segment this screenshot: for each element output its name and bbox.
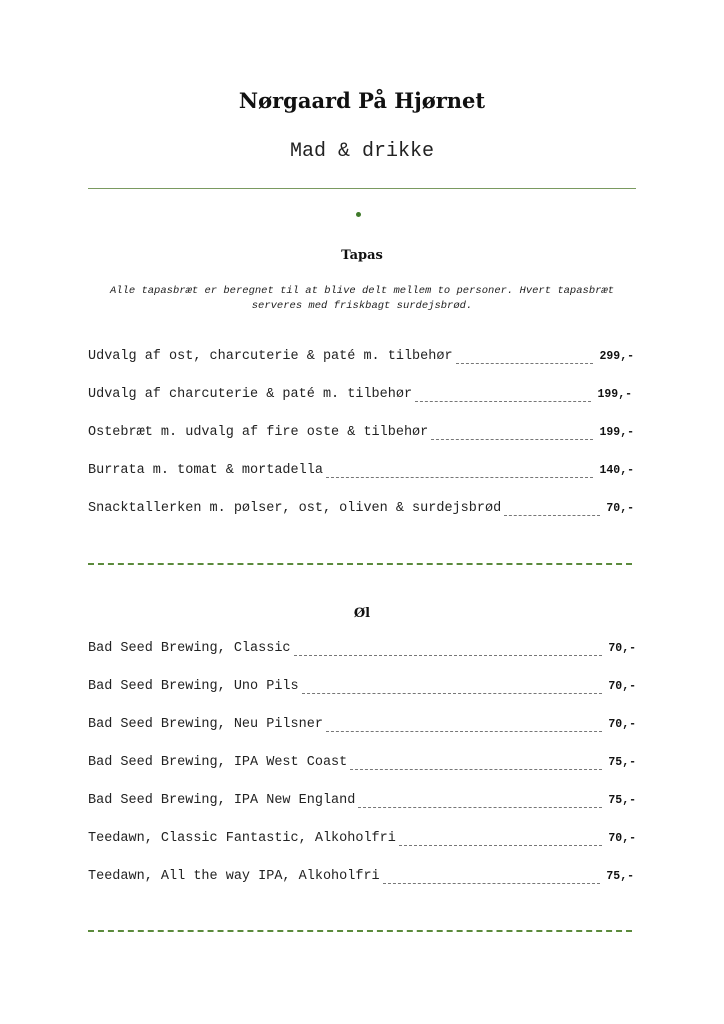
- menu-item-name: Teedawn, All the way IPA, Alkoholfri: [88, 869, 380, 884]
- menu-item-price: 70,-: [608, 680, 636, 693]
- menu-item-price: 75,-: [606, 870, 634, 883]
- menu-item-name: Bad Seed Brewing, Uno Pils: [88, 679, 299, 694]
- menu-item-price: 75,-: [608, 794, 636, 807]
- menu-item-price: 199,-: [597, 388, 632, 401]
- dotted-leader: [326, 477, 594, 478]
- dotted-leader: [456, 363, 594, 364]
- menu-item-name: Bad Seed Brewing, IPA West Coast: [88, 755, 348, 770]
- menu-item-name: Bad Seed Brewing, Neu Pilsner: [88, 717, 323, 732]
- dotted-leader: [431, 439, 593, 440]
- menu-item: [88, 831, 636, 851]
- dotted-leader: [326, 731, 602, 732]
- section-heading-beer: Øl: [353, 606, 371, 621]
- menu-title: Nørgaard På Hjørnet: [238, 88, 486, 113]
- menu-item: [88, 387, 632, 407]
- dotted-leader: [415, 401, 591, 402]
- menu-item-price: 70,-: [608, 718, 636, 731]
- menu-item: [88, 425, 634, 445]
- header-divider: [88, 188, 636, 189]
- menu-item-name: Udvalg af charcuterie & paté m. tilbehør: [88, 387, 413, 402]
- menu-item: [88, 793, 636, 813]
- menu-item-price: 199,-: [599, 426, 634, 439]
- dotted-leader: [399, 845, 603, 846]
- menu-item: [88, 755, 636, 775]
- menu-item-price: 299,-: [599, 350, 634, 363]
- dotted-leader: [504, 515, 600, 516]
- section-divider: [88, 563, 632, 565]
- section-heading-tapas: Tapas: [341, 248, 383, 263]
- menu-item: [88, 349, 634, 369]
- menu-item-name: Bad Seed Brewing, Classic: [88, 641, 291, 656]
- menu-item-name: Udvalg af ost, charcuterie & paté m. tilbehør: [88, 349, 453, 364]
- menu-item: [88, 463, 634, 483]
- menu-item: [88, 501, 634, 521]
- menu-item-name: Burrata m. tomat & mortadella: [88, 463, 323, 478]
- dotted-leader: [350, 769, 602, 770]
- menu-item-price: 140,-: [599, 464, 634, 477]
- dotted-leader: [302, 693, 603, 694]
- menu-subtitle: Mad & drikke: [289, 140, 435, 163]
- menu-item-price: 70,-: [606, 502, 634, 515]
- menu-item-name: Ostebræt m. udvalg af fire oste & tilbehør: [88, 425, 429, 440]
- menu-item: [88, 717, 636, 737]
- menu-item: [88, 641, 636, 661]
- dotted-leader: [383, 883, 601, 884]
- dotted-leader: [358, 807, 602, 808]
- decorative-dot: [356, 212, 361, 217]
- menu-item-price: 75,-: [608, 756, 636, 769]
- menu-item-name: Teedawn, Classic Fantastic, Alkoholfri: [88, 831, 396, 846]
- menu-item-price: 70,-: [608, 642, 636, 655]
- dotted-leader: [294, 655, 603, 656]
- menu-item-name: Snacktallerken m. pølser, ost, oliven & surdejsbrød: [88, 501, 502, 516]
- menu-item: [88, 679, 636, 699]
- section-divider: [88, 930, 632, 932]
- menu-item: [88, 869, 634, 889]
- menu-item-name: Bad Seed Brewing, IPA New England: [88, 793, 356, 808]
- tapas-intro: Alle tapasbræt er beregnet til at blive delt mellem to personer. Hvert tapasbræt serveres med friskbagt surdejsbrød.: [109, 285, 615, 312]
- menu-item-price: 70,-: [608, 832, 636, 845]
